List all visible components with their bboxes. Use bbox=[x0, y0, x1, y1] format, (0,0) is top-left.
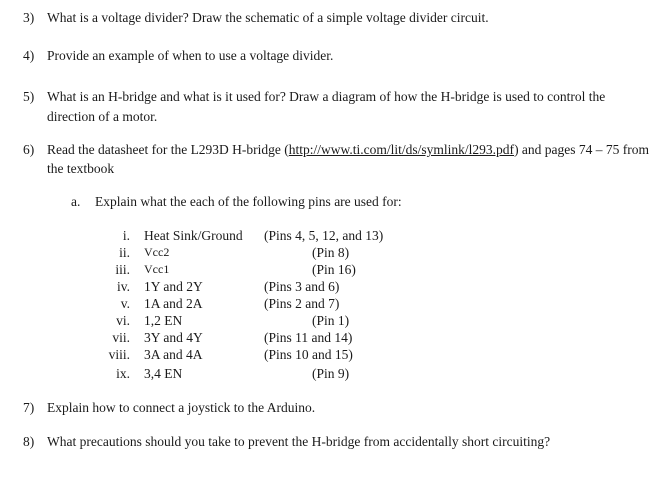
roman-numeral: iv. bbox=[117, 279, 130, 294]
roman-numeral: vii. bbox=[112, 330, 130, 345]
pin-label: 3Y and 4Y bbox=[144, 330, 203, 345]
pin-item-i bbox=[100, 227, 420, 244]
pin-item-iii bbox=[100, 261, 420, 278]
pin-detail: (Pin 8) bbox=[312, 245, 350, 260]
pin-detail: (Pins 3 and 6) bbox=[264, 279, 340, 294]
roman-numeral: viii. bbox=[108, 347, 130, 362]
pin-item-vi bbox=[100, 312, 420, 329]
roman-numeral: iii. bbox=[115, 262, 130, 277]
datasheet-link[interactable]: http://www.ti.com/lit/ds/symlink/l293.pdf bbox=[288, 142, 515, 157]
pin-detail: (Pins 4, 5, 12, and 13) bbox=[264, 228, 384, 243]
pin-label: 1A and 2A bbox=[144, 296, 203, 311]
pin-item-iv bbox=[100, 278, 420, 295]
pin-label: Vcc2 bbox=[144, 245, 170, 259]
question-number: 8) bbox=[23, 434, 35, 449]
question-number: 7) bbox=[23, 400, 35, 415]
question-number: 3) bbox=[23, 10, 35, 25]
question-text: Explain how to connect a joystick to the Arduino. bbox=[47, 400, 316, 415]
pin-label: Heat Sink/Ground bbox=[144, 228, 243, 243]
pin-label: 1Y and 2Y bbox=[144, 279, 203, 294]
pin-item-ii bbox=[100, 244, 420, 261]
pin-detail: (Pins 10 and 15) bbox=[264, 347, 353, 362]
pin-item-ix bbox=[100, 365, 420, 382]
question-number: 4) bbox=[23, 48, 35, 63]
pin-label: Vcc1 bbox=[144, 262, 170, 276]
question-text-before-link: Read the datasheet for the L293D H-bridge ( bbox=[47, 142, 289, 157]
question-number: 5) bbox=[23, 89, 35, 104]
pin-label: 3A and 4A bbox=[144, 347, 203, 362]
pin-detail: (Pins 2 and 7) bbox=[264, 296, 340, 311]
pin-detail: (Pin 9) bbox=[312, 366, 350, 381]
pin-item-vii bbox=[100, 329, 420, 346]
pin-detail: (Pins 11 and 14) bbox=[264, 330, 353, 345]
roman-numeral: v. bbox=[120, 296, 130, 311]
roman-numeral: ix. bbox=[116, 366, 130, 381]
pin-item-v bbox=[100, 295, 420, 312]
pin-item-viii bbox=[100, 346, 420, 363]
question-text: Provide an example of when to use a voltage divider. bbox=[47, 48, 334, 63]
roman-numeral: vi. bbox=[116, 313, 130, 328]
pin-detail: (Pin 1) bbox=[312, 313, 350, 328]
pin-label: 3,4 EN bbox=[144, 366, 183, 381]
question-text: What is an H-bridge and what is it used for? Draw a diagram of how the H-bridge is used to control the direction of a motor. bbox=[47, 89, 606, 124]
question-number: 6) bbox=[23, 142, 35, 157]
roman-numeral: i. bbox=[122, 228, 130, 243]
roman-numeral: ii. bbox=[119, 245, 130, 260]
subquestion-letter: a. bbox=[71, 194, 81, 209]
question-text: What is a voltage divider? Draw the schematic of a simple voltage divider circuit. bbox=[47, 10, 489, 25]
question-text bbox=[47, 140, 655, 178]
question-text-after-link: ) and pages 74 – 75 from the textbook bbox=[47, 142, 650, 176]
pin-label: 1,2 EN bbox=[144, 313, 183, 328]
question-text: What precautions should you take to prevent the H-bridge from accidentally short circuiting? bbox=[47, 434, 551, 449]
subquestion-text: Explain what the each of the following pins are used for: bbox=[95, 194, 402, 209]
pin-detail: (Pin 16) bbox=[312, 262, 356, 277]
